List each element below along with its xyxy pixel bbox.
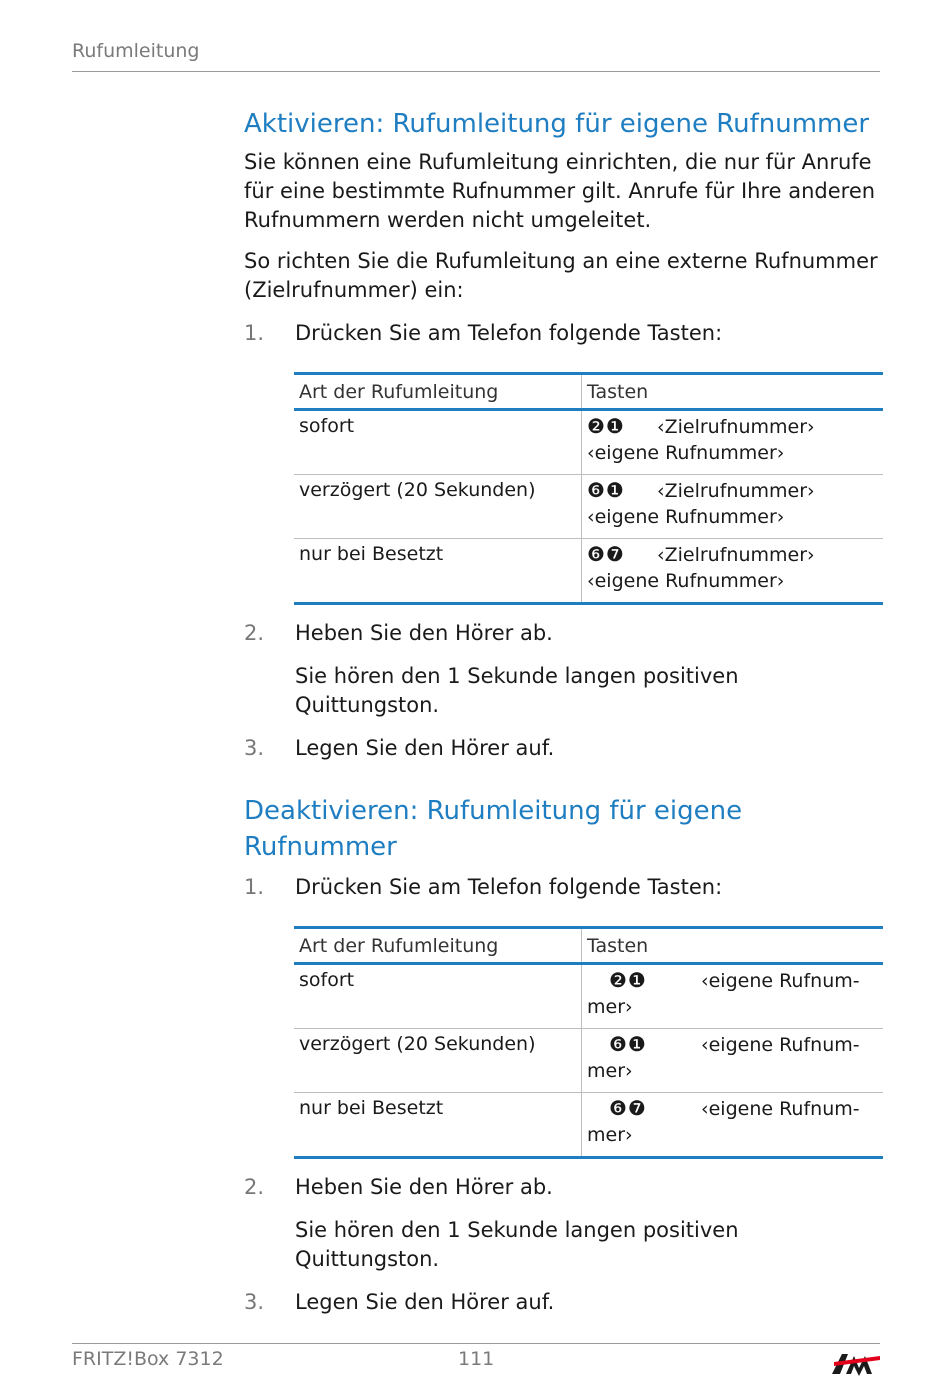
own-number-placeholder: ‹eigene Rufnummer› <box>587 442 785 464</box>
key-sequence-cell <box>582 539 884 604</box>
column-header-type: Art der Rufumleitung <box>294 374 582 410</box>
step-number: 2. <box>244 1175 265 1199</box>
step-number: 2. <box>244 621 265 645</box>
table-header-row <box>294 374 883 410</box>
step-3 <box>244 734 884 763</box>
intro-line: für eine bestimmte Rufnummer gilt. Anrufe für Ihre anderen <box>244 179 876 203</box>
deactivation-key-table <box>294 926 883 1159</box>
table-row <box>294 1093 883 1158</box>
key-sequence-cell <box>582 1093 884 1158</box>
table-row <box>294 964 883 1029</box>
step-number: 1. <box>244 875 265 899</box>
forward-type-cell: nur bei Besetzt <box>294 1093 582 1158</box>
running-header: Rufumleitung <box>72 40 200 62</box>
header-divider <box>72 71 880 72</box>
step-text: Drücken Sie am Telefon folgende Tasten: <box>295 321 723 345</box>
keypad-digits: ❻❶ <box>587 478 625 502</box>
keypad-digits: ❻❶ <box>609 1032 647 1056</box>
instruction-paragraph <box>244 247 884 305</box>
step-text: Heben Sie den Hörer ab. <box>295 1175 553 1199</box>
step-1 <box>244 873 884 902</box>
table-row <box>294 410 883 475</box>
own-number-placeholder-cont: mer› <box>587 1124 633 1146</box>
keypad-digits: ❻❼ <box>609 1096 647 1120</box>
table-row <box>294 475 883 539</box>
step-number: 3. <box>244 736 265 760</box>
column-header-keys: Tasten <box>582 928 884 964</box>
target-number-placeholder: ‹Zielrufnummer› <box>657 416 815 438</box>
footer-divider <box>72 1343 880 1344</box>
key-sequence-cell <box>582 475 884 539</box>
keypad-digits: ❻❼ <box>587 542 625 566</box>
column-header-type: Art der Rufumleitung <box>294 928 582 964</box>
target-number-placeholder: ‹Zielrufnummer› <box>657 544 815 566</box>
step-2 <box>244 1173 884 1202</box>
page-number: 111 <box>458 1348 495 1370</box>
forward-type-cell: verzögert (20 Sekunden) <box>294 475 582 539</box>
step-text: Legen Sie den Hörer auf. <box>295 1290 555 1314</box>
confirmation-tone-note: Sie hören den 1 Sekunde langen positiven Quittungston. <box>295 664 739 717</box>
forward-type-cell: sofort <box>294 964 582 1029</box>
own-number-placeholder: ‹eigene Rufnummer› <box>587 506 785 528</box>
step-number: 1. <box>244 321 265 345</box>
key-sequence-cell <box>582 410 884 475</box>
forward-type-cell: nur bei Besetzt <box>294 539 582 604</box>
confirmation-tone-note: Sie hören den 1 Sekunde langen positiven Quittungston. <box>295 1218 739 1271</box>
own-number-placeholder: ‹eigene Rufnum- <box>701 1034 860 1056</box>
step-text: Legen Sie den Hörer auf. <box>295 736 555 760</box>
step-3 <box>244 1288 884 1317</box>
own-number-placeholder: ‹eigene Rufnummer› <box>587 570 785 592</box>
intro-paragraph <box>244 148 884 235</box>
instruction-line: So richten Sie die Rufumleitung an eine externe Rufnummer <box>244 249 878 273</box>
column-header-keys: Tasten <box>582 374 884 410</box>
step-text: Heben Sie den Hörer ab. <box>295 621 553 645</box>
step-text: Drücken Sie am Telefon folgende Tasten: <box>295 875 723 899</box>
intro-line: Sie können eine Rufumleitung einrichten, die nur für Anrufe <box>244 150 872 174</box>
keypad-digits: ❷❶ <box>609 968 647 992</box>
product-name: FRITZ!Box 7312 <box>72 1348 224 1370</box>
page-content <box>244 106 884 1317</box>
step-number: 3. <box>244 1290 265 1314</box>
table-row <box>294 1029 883 1093</box>
step-1 <box>244 319 884 348</box>
table-header-row <box>294 928 883 964</box>
own-number-placeholder: ‹eigene Rufnum- <box>701 970 860 992</box>
section-heading-activate: Aktivieren: Rufumleitung für eigene Rufnummer <box>244 109 870 139</box>
keypad-digits: ❷❶ <box>587 414 625 438</box>
table-row <box>294 539 883 604</box>
step-2 <box>244 619 884 648</box>
activation-key-table <box>294 372 883 605</box>
instruction-line: (Zielrufnummer) ein: <box>244 278 464 302</box>
own-number-placeholder-cont: mer› <box>587 996 633 1018</box>
own-number-placeholder: ‹eigene Rufnum- <box>701 1098 860 1120</box>
own-number-placeholder-cont: mer› <box>587 1060 633 1082</box>
forward-type-cell: sofort <box>294 410 582 475</box>
avm-logo-icon <box>832 1350 882 1380</box>
key-sequence-cell <box>582 964 884 1029</box>
key-sequence-cell <box>582 1029 884 1093</box>
forward-type-cell: verzögert (20 Sekunden) <box>294 1029 582 1093</box>
target-number-placeholder: ‹Zielrufnummer› <box>657 480 815 502</box>
section-heading-deactivate: Deaktivieren: Rufumleitung für eigene Rufnummer <box>244 796 743 862</box>
intro-line: Rufnummern werden nicht umgeleitet. <box>244 208 652 232</box>
